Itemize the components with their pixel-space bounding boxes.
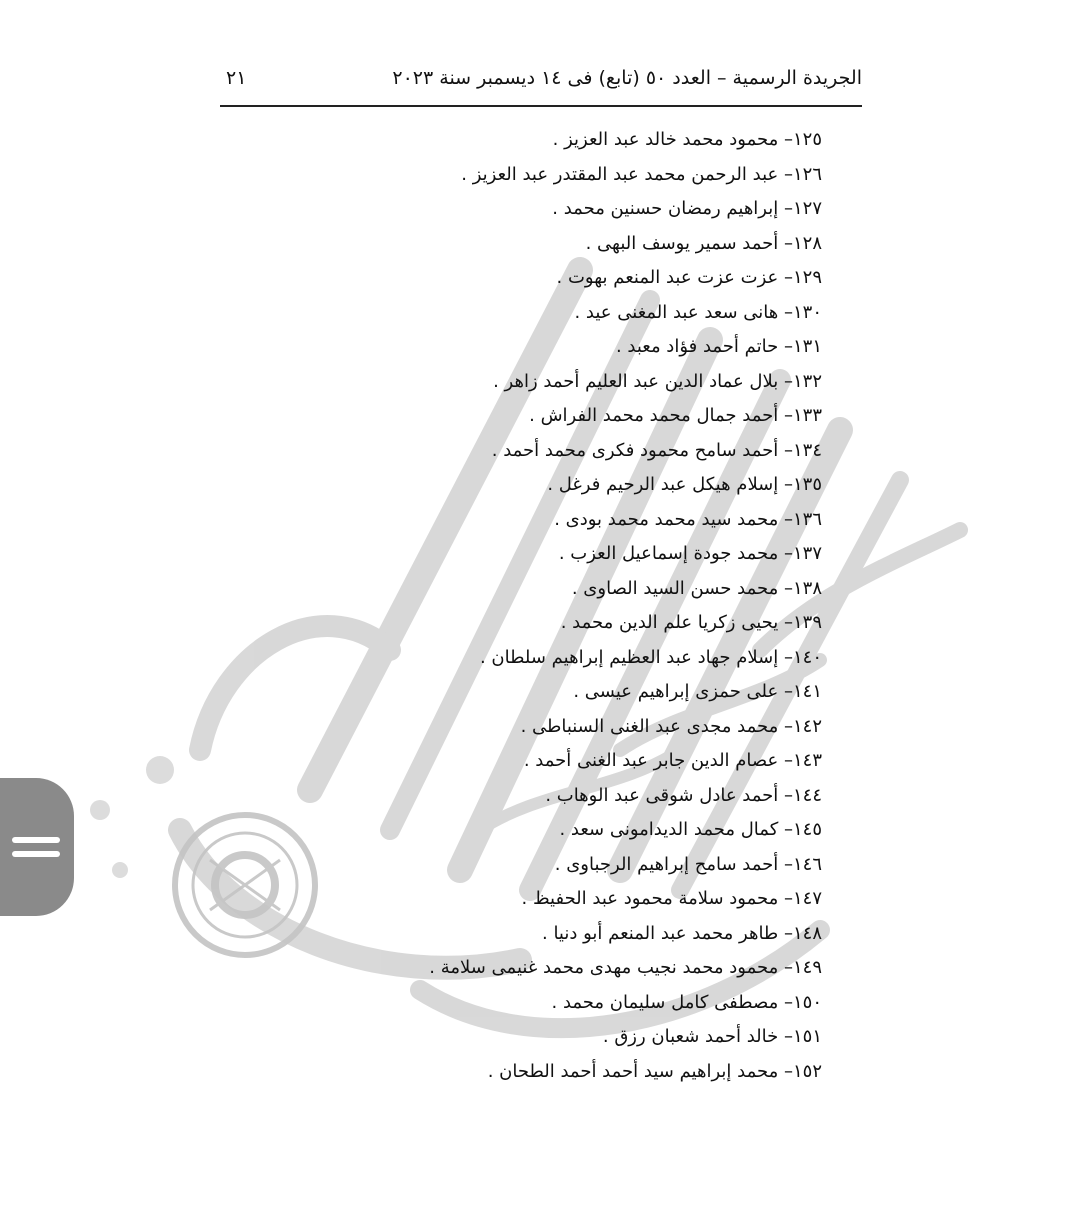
names-list bbox=[429, 124, 822, 1090]
list-item: ١٣٤– أحمد سامح محمود فكرى محمد أحمد . bbox=[491, 439, 822, 461]
list-item: ١٢٩– عزت عزت عبد المنعم بهوت . bbox=[556, 267, 822, 288]
list-item: ١٤٩– محمود محمد نجيب مهدى محمد غنيمى سلامة . bbox=[429, 957, 822, 978]
list-item: ١٣١– حاتم أحمد فؤاد معبد . bbox=[615, 336, 822, 357]
gazette-header-title: الجريدة الرسمية – العدد ٥٠ (تابع) فى ١٤ ديسمبر سنة ٢٠٢٣ bbox=[392, 67, 862, 89]
list-item: ١٥١– خالد أحمد شعبان رزق . bbox=[602, 1026, 822, 1047]
list-item: ١٤٣– عصام الدين جابر عبد الغنى أحمد . bbox=[523, 750, 822, 771]
list-item: ١٣٣– أحمد جمال محمد محمد الفراش . bbox=[529, 405, 822, 426]
list-item: ١٢٧– إبراهيم رمضان حسنين محمد . bbox=[552, 198, 822, 219]
list-item: ١٤٨– طاهر محمد عبد المنعم أبو دنيا . bbox=[542, 922, 822, 944]
list-item: ١٤٦– أحمد سامح إبراهيم الرجباوى . bbox=[554, 853, 822, 875]
list-item: ١٤٤– أحمد عادل شوقى عبد الوهاب . bbox=[545, 784, 822, 806]
header-divider bbox=[220, 105, 862, 107]
list-item: ١٣٥– إسلام هيكل عبد الرحيم فرغل . bbox=[547, 474, 822, 495]
list-item: ١٢٦– عبد الرحمن محمد عبد المقتدر عبد العزيز . bbox=[461, 163, 822, 185]
list-item: ١٢٨– أحمد سمير يوسف البهى . bbox=[585, 232, 822, 254]
menu-line bbox=[12, 837, 60, 843]
menu-line bbox=[12, 851, 60, 857]
list-item: ١٣٦– محمد سيد محمد محمد بودى . bbox=[554, 508, 822, 530]
side-menu-tab[interactable] bbox=[0, 778, 74, 916]
list-item: ١٤٥– كمال محمد الديدامونى سعد . bbox=[559, 819, 822, 840]
list-item: ١٥٢– محمد إبراهيم سيد أحمد أحمد الطحان . bbox=[487, 1060, 822, 1082]
list-item: ١٣٨– محمد حسن السيد الصاوى . bbox=[571, 577, 822, 599]
page-header bbox=[220, 62, 862, 98]
list-item: ١٤٠– إسلام جهاد عبد العظيم إبراهيم سلطان . bbox=[479, 646, 822, 668]
page-number: ٢١ bbox=[226, 67, 247, 89]
list-item: ١٤٧– محمود سلامة محمود عبد الحفيظ . bbox=[521, 888, 822, 909]
list-item: ١٣٩– يحيى زكريا علم الدين محمد . bbox=[560, 612, 822, 633]
list-item: ١٤١– على حمزى إبراهيم عيسى . bbox=[573, 681, 822, 702]
list-item: ١٤٢– محمد مجدى عبد الغنى السنباطى . bbox=[520, 715, 822, 737]
list-item: ١٢٥– محمود محمد خالد عبد العزيز . bbox=[552, 129, 822, 150]
list-item: ١٣٠– هانى سعد عبد المغنى عيد . bbox=[574, 301, 822, 323]
list-item: ١٣٧– محمد جودة إسماعيل العزب . bbox=[558, 543, 822, 564]
list-item: ١٣٢– بلال عماد الدين عبد العليم أحمد زاهر . bbox=[493, 370, 822, 392]
list-item: ١٥٠– مصطفى كامل سليمان محمد . bbox=[551, 991, 822, 1013]
